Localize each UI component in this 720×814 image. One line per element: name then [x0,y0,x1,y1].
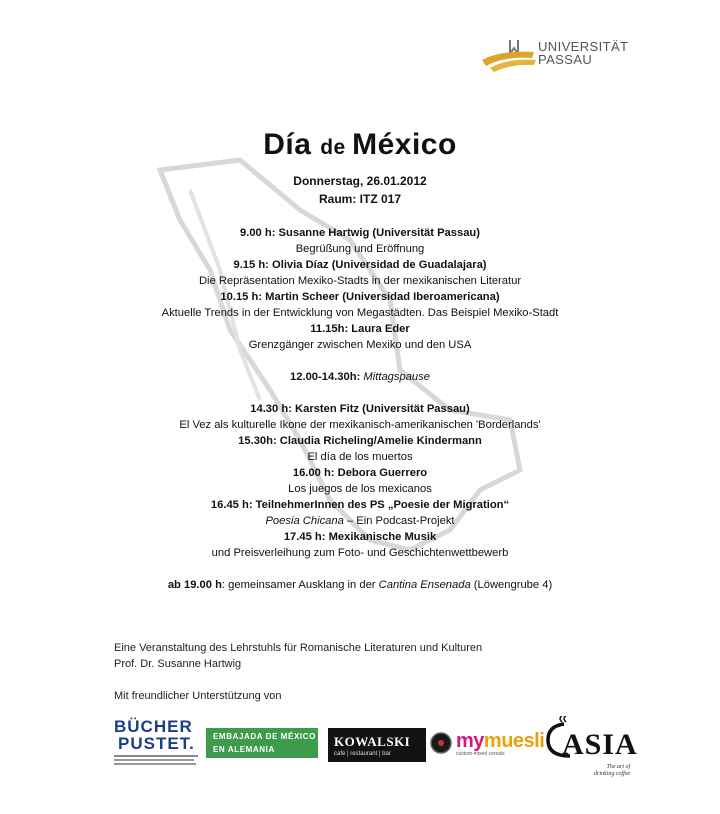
room-line: Raum: ITZ 017 [318,192,402,206]
university-name [538,40,628,66]
program-item-desc: Aktuelle Trends in der Entwicklung von Megastädten. Das Beispiel Mexiko-Stadt [161,307,559,319]
kowalski-logo [328,728,426,762]
program-item-title: 14.30 h: Karsten Fitz (Universität Passau) [250,403,470,415]
program-item-title: 16.00 h: Debora Guerrero [292,467,428,479]
title-part-de: de [320,136,353,159]
organizer-line: Eine Veranstaltung des Lehrstuhls für Romanische Literaturen und Kulturen [114,642,483,654]
lunch-break [0,371,720,383]
title-part-dia: Día [263,128,321,161]
closing-time: ab 19.00 h [167,579,222,591]
support-heading: Mit freundlicher Unterstützung von [114,690,282,702]
pustet-word: PUSTET. [118,734,195,753]
program-item-desc: Die Repräsentation Mexiko-Stadts in der mexikanischen Literatur [198,275,522,287]
lunch-label: Mittagspause [363,371,430,383]
asia-tagline [594,764,630,778]
mymuesli-tagline: custom-mixed cereals [456,751,505,757]
program-item-desc: Begrüßung und Eröffnung [295,243,425,255]
closing-venue: Cantina Ensenada [378,579,471,591]
university-name-line2: PASSAU [538,52,593,67]
program-item-desc: Los juegos de los mexicanos [288,483,432,495]
asia-tag-line2: drinking coffee [594,771,631,777]
program-item-title: 16.45 h: TeilnehmerInnen des PS „Poesie der Migration“ [210,499,510,511]
buecher-pustet-logo [114,718,200,774]
kowalski-name: KOWALSKI [334,734,411,749]
program-item-title: 9.15 h: Olivia Díaz (Universidad de Guadalajara) [233,259,487,271]
closing-address: (Löwengrube 4) [470,579,553,591]
podcast-title: Poesia Chicana [265,515,344,527]
organizer-name: Prof. Dr. Susanne Hartwig [114,658,242,670]
kowalski-sub: cafe | restaurant | bar [334,751,391,757]
university-passau-logo [480,36,640,80]
program-item-title: 11.15h: Laura Eder [310,323,410,335]
program-item-desc: El día de los muertos [307,451,413,463]
program-item-title: 17.45 h: Mexikanische Musik [283,531,437,543]
program-item-desc: Grenzgänger zwischen Mexiko und den USA [248,339,472,351]
university-name-line1: UNIVERSITÄT [538,39,629,54]
casia-logo [544,716,654,778]
embajada-mexico-logo [206,728,318,758]
program-item-title: 9.00 h: Susanne Hartwig (Universität Passau) [240,227,480,239]
program-item-desc: und Preisverleihung zum Foto- und Geschichtenwettbewerb [211,547,509,559]
embajada-line1: EMBAJADA DE MÉXICO [213,732,316,741]
university-emblem-icon [480,38,538,74]
vinyl-disc-icon [430,732,452,754]
date-line: Donnerstag, 26.01.2012 [293,174,427,188]
asia-tag-line1: The art of [606,764,631,770]
mymuesli-my: my [456,730,484,752]
closing-text: : gemeinsamer Ausklang in der [221,579,379,591]
program-item-desc: El Vez als kulturelle Ikone der mexikanisch-amerikanischen 'Borderlands' [179,419,541,431]
asia-word: ASIA [562,728,638,761]
program-item-title: 15.30h: Claudia Richeling/Amelie Kindermann [238,435,482,447]
mymuesli-muesli: muesli [483,730,545,752]
podcast-rest: – Ein Podcast-Projekt [343,515,455,527]
page-title [0,128,720,162]
program-item-desc [0,515,720,527]
title-part-mexico: México [352,128,457,161]
embajada-line2: EN ALEMANIA [213,745,275,754]
program-item-title: 10.15 h: Martin Scheer (Universidad Iberoamericana) [220,291,500,303]
buecher-word: BÜCHER [114,717,193,736]
closing-line [0,579,720,591]
lunch-time: 12.00-14.30h: [290,371,364,383]
buecher-fineprint [114,755,200,765]
